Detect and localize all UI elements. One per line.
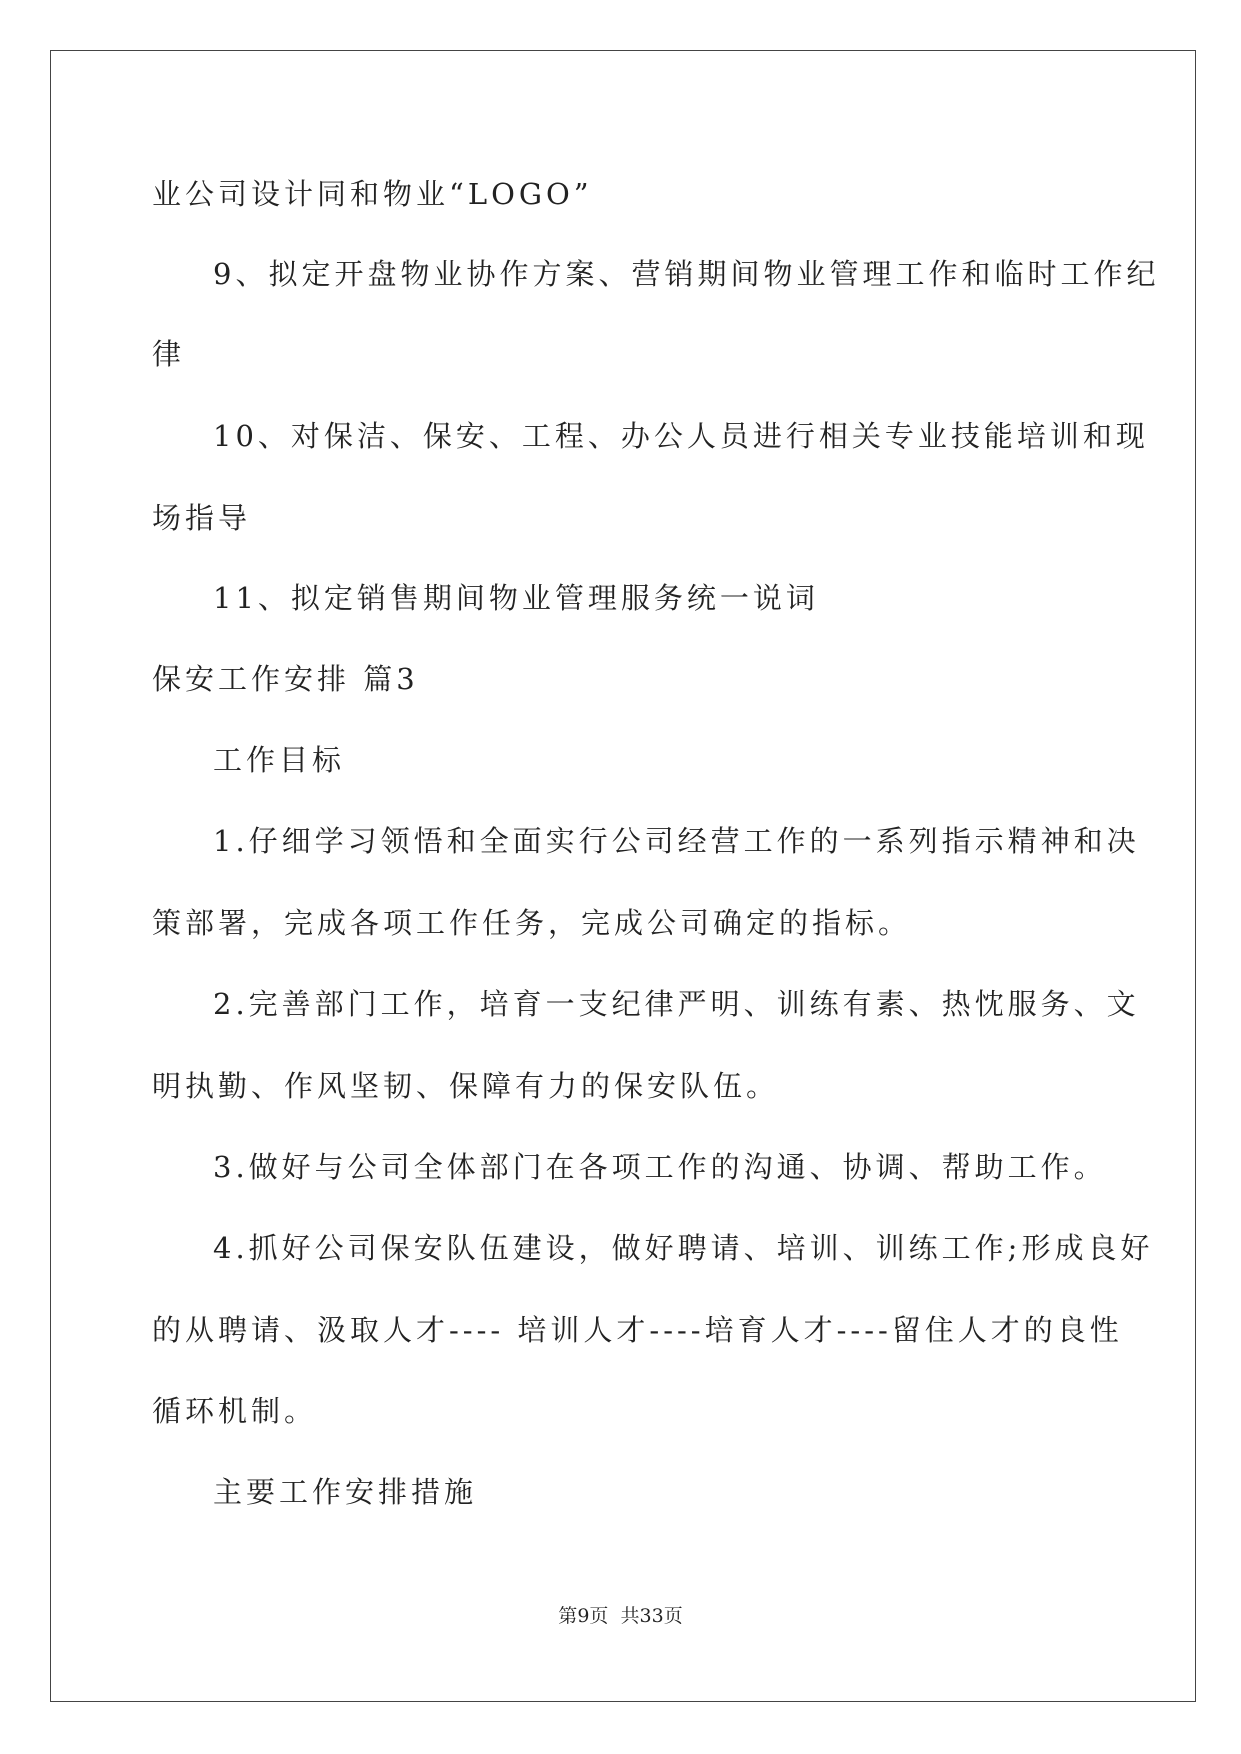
footer-total-pages: 33 <box>639 1605 664 1627</box>
text-line-9: 1.仔细学习领悟和全面实行公司经营工作的一系列指示精神和决 <box>213 824 1140 858</box>
text-line-2: 9、拟定开盘物业协作方案、营销期间物业管理工作和临时工作纪 <box>213 257 1160 291</box>
footer-page-mid: 页 共 <box>589 1605 640 1627</box>
subheading-goals: 工作目标 <box>213 743 346 777</box>
section-heading: 保安工作安排 篇3 <box>152 662 419 696</box>
page-border <box>50 50 1196 1702</box>
text-line-5: 场指导 <box>152 501 252 535</box>
text-line-14: 4.抓好公司保安队伍建设，做好聘请、培训、训练工作;形成良好 <box>213 1231 1154 1265</box>
footer-page-prefix: 第 <box>558 1605 578 1627</box>
text-line-3: 律 <box>152 337 186 371</box>
page-footer <box>0 1604 1241 1628</box>
footer-page-number: 9 <box>577 1605 590 1627</box>
text-line-4: 10、对保洁、保安、工程、办公人员进行相关专业技能培训和现 <box>213 419 1149 453</box>
text-line-16: 循环机制。 <box>152 1394 318 1428</box>
subheading-measures: 主要工作安排措施 <box>213 1475 478 1509</box>
text-line-15: 的从聘请、汲取人才---- 培训人才----培育人才----留住人才的良性 <box>152 1313 1123 1347</box>
text-line-10: 策部署，完成各项工作任务，完成公司确定的指标。 <box>152 906 912 940</box>
text-line-6: 11、拟定销售期间物业管理服务统一说词 <box>213 581 819 615</box>
text-line-13: 3.做好与公司全体部门在各项工作的沟通、协调、帮助工作。 <box>213 1150 1107 1184</box>
text-line-12: 明执勤、作风坚韧、保障有力的保安队伍。 <box>152 1069 780 1103</box>
text-line-11: 2.完善部门工作，培育一支纪律严明、训练有素、热忱服务、文 <box>213 987 1140 1021</box>
text-line-1: 业公司设计同和物业“LOGO” <box>152 177 593 211</box>
footer-page-suffix: 页 <box>663 1605 683 1627</box>
